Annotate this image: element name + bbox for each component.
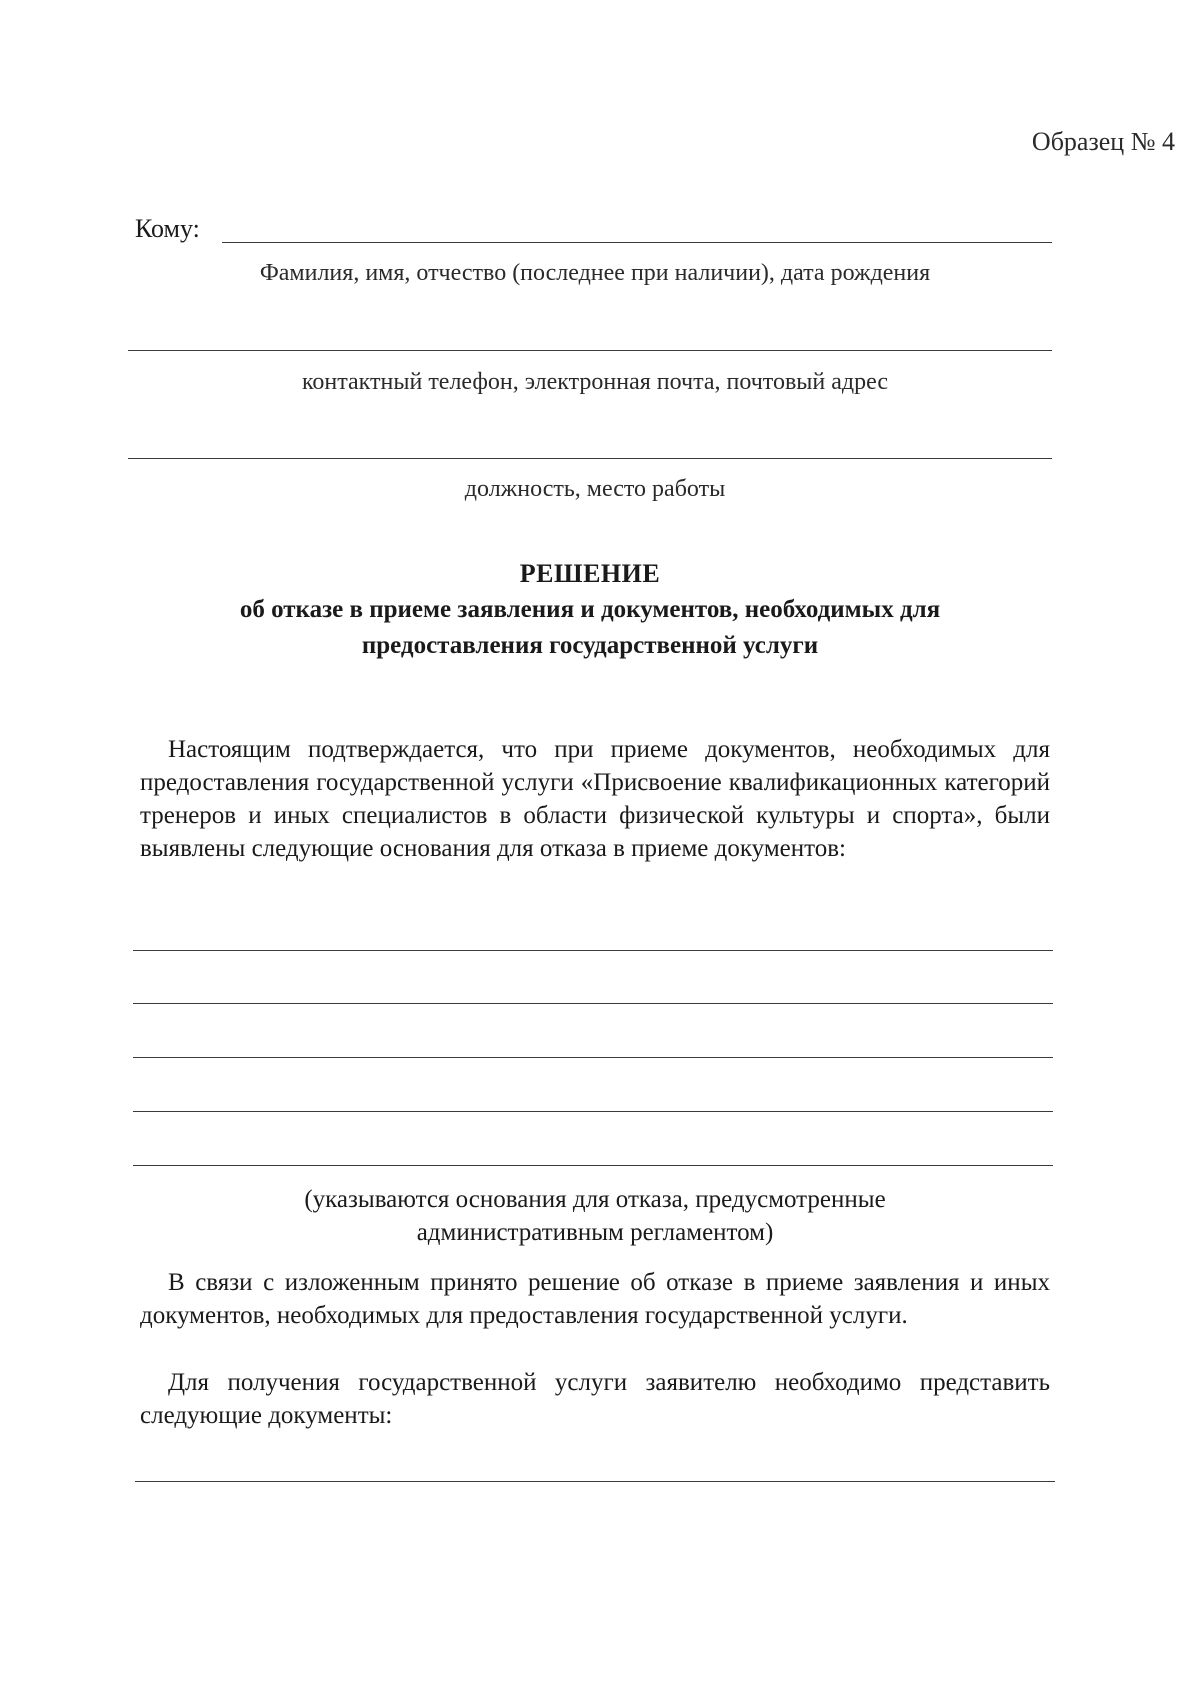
title-main: РЕШЕНИЕ	[519, 559, 661, 588]
reason-line-4[interactable]	[133, 1111, 1053, 1112]
sample-number: Образец № 4	[1031, 127, 1175, 156]
required-docs-paragraph: Для получения государственной услуги заявителю необходимо представить следующие документы:	[140, 1369, 1050, 1429]
title-line-1: об отказе в приеме заявления и документов, необходимых для	[239, 596, 941, 623]
reason-line-2[interactable]	[133, 1003, 1053, 1004]
reasons-caption-line-1: (указываются основания для отказа, предусмотренные	[304, 1186, 886, 1213]
recipient-label: Кому:	[135, 214, 200, 243]
reasons-caption-line-2: административным регламентом)	[416, 1219, 774, 1246]
recipient-name-caption: Фамилия, имя, отчество (последнее при наличии), дата рождения	[259, 260, 931, 286]
recipient-name-line[interactable]	[222, 242, 1052, 243]
document-title	[130, 556, 1050, 664]
intro-paragraph: Настоящим подтверждается, что при приеме документов, необходимых для предоставления государственной услуги «Присвоение квалификационных категорий тренеров и иных специалистов в области физической культуры и спорта», были выявлены следующие основания для отказа в приеме документов:	[140, 736, 1050, 862]
reasons-caption	[140, 1183, 1050, 1249]
reason-line-1[interactable]	[133, 950, 1053, 951]
recipient-position-caption: должность, место работы	[464, 476, 726, 502]
reason-line-5[interactable]	[133, 1165, 1053, 1166]
recipient-contacts-line[interactable]	[128, 350, 1052, 351]
decision-paragraph: В связи с изложенным принято решение об отказе в приеме заявления и иных документов, необходимых для предоставления государственной услуги.	[140, 1269, 1050, 1329]
recipient-position-line[interactable]	[128, 458, 1052, 459]
recipient-contacts-caption: контактный телефон, электронная почта, почтовый адрес	[301, 369, 889, 395]
reason-line-3[interactable]	[133, 1057, 1053, 1058]
required-docs-line[interactable]	[135, 1481, 1055, 1482]
title-line-2: предоставления государственной услуги	[361, 632, 819, 659]
